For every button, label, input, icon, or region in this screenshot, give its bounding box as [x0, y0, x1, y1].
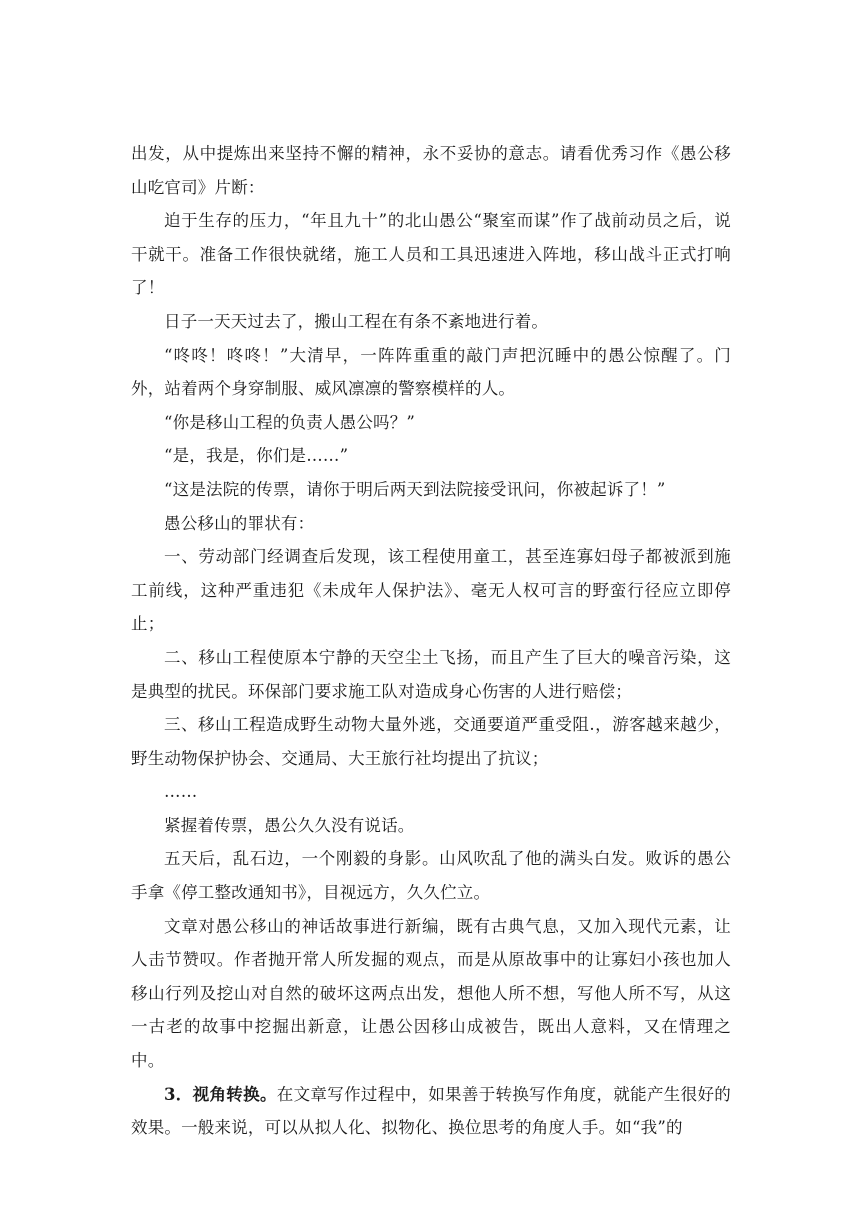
section-paragraph	[131, 1078, 731, 1145]
ellipsis-paragraph: ……	[164, 782, 198, 802]
section-text: 在文章写作过程中，如果善于转换写作角度，就能产生很好的效果。一般来说，可以从拟人化、拟物化、换位思考的角度人手。如“我”的	[131, 1084, 731, 1138]
paragraph: 迫于生存的压力，“年且九十”的北山愚公“聚室而谋”作了战前动员之后，说干就干。准备工作很快就绪，施工人员和工具迅速进入阵地，移山战斗正式打响了！	[131, 211, 731, 298]
paragraph: 一、劳动部门经调查后发现，该工程使用童工，甚至连寡妇母子都被派到施工前线，这种严重违犯《未成年人保护法》、毫无人权可言的野蛮行径应立即停止；	[131, 547, 731, 634]
paragraph: “你是移山工程的负责人愚公吗？”	[164, 412, 416, 432]
paragraph: 二、移山工程使原本宁静的天空尘土飞扬，而且产生了巨大的噪音污染，这是典型的扰民。环保部门要求施工队对造成身心伤害的人进行赔偿；	[131, 647, 731, 701]
document-body	[131, 137, 731, 1145]
paragraph: 出发，从中提炼出来坚持不懈的精神，永不妥协的意志。请看优秀习作《愚公移山吃官司》片断：	[131, 144, 731, 197]
paragraph: “这是法院的传票，请你于明后两天到法院接受讯问，你被起诉了！”	[164, 479, 666, 499]
paragraph: 五天后，乱石边，一个刚毅的身影。山风吹乱了他的满头白发。败诉的愚公手拿《停工整改通知书》，目视远方，久久伫立。	[131, 849, 731, 903]
paragraph: 紧握着传票，愚公久久没有说话。	[164, 815, 415, 835]
paragraph: “咚咚！咚咚！”大清早，一阵阵重重的敲门声把沉睡中的愚公惊醒了。门外，站着两个身穿制服、威风凛凛的警察模样的人。	[131, 345, 731, 399]
paragraph: 三、移山工程造成野生动物大量外逃，交通要道严重受阻.，游客越来越少，野生动物保护协会、交通局、大王旅行社均提出了抗议；	[131, 715, 731, 768]
paragraph: 日子一天天过去了，搬山工程在有条不紊地进行着。	[164, 311, 549, 331]
paragraph: 愚公移山的罪状有：	[164, 513, 315, 533]
paragraph: 文章对愚公移山的神话故事进行新编，既有古典气息，又加入现代元素，让人击节赞叹。作者抛开常人所发掘的观点，而是从原故事中的让寡妇小孩也加人移山行列及挖山对自然的破坏这两点出发，想他人所不想，写他人所不写，从这一古老的故事中挖掘出新意，让愚公因移山成被告，既出人意料，又在情理之中。	[131, 916, 731, 1071]
section-heading: 3．视角转换。	[164, 1084, 277, 1104]
paragraph: “是，我是，你们是……”	[164, 446, 349, 466]
